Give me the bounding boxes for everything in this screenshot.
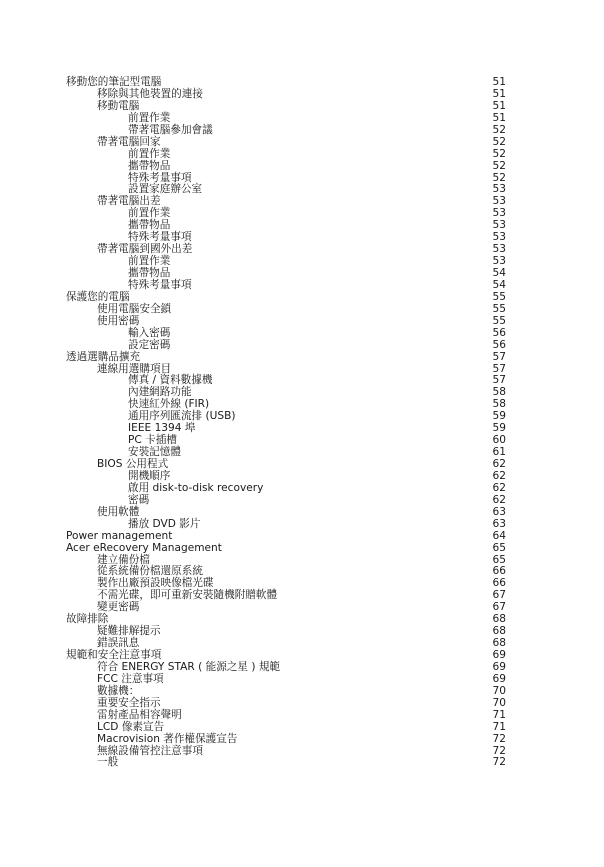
toc-page-number: 54 xyxy=(492,267,506,279)
toc-entry[interactable] xyxy=(66,710,506,722)
toc-entry-title: 疑難排解提示 xyxy=(97,625,161,638)
toc-page-number: 68 xyxy=(492,625,506,638)
toc-entry-title: Power management xyxy=(66,529,173,542)
toc-entry-title: 符合 ENERGY STAR ( 能源之星 ) 規範 xyxy=(97,660,281,673)
toc-entry-title: 連線用選購項目 xyxy=(97,362,172,375)
toc-page-number: 68 xyxy=(492,613,506,626)
toc-entry[interactable] xyxy=(66,531,506,543)
toc-page-number: 65 xyxy=(492,541,506,554)
toc-entry[interactable] xyxy=(66,734,506,746)
toc-page-number: 57 xyxy=(492,374,506,387)
toc-entry[interactable] xyxy=(66,746,506,758)
toc-entry[interactable] xyxy=(66,137,506,149)
toc-entry-title: 帶著電腦出差 xyxy=(97,195,161,208)
toc-entry[interactable] xyxy=(66,495,506,507)
toc-page-number: 51 xyxy=(492,99,506,112)
toc-entry-title: 密碼 xyxy=(128,493,150,506)
toc-entry-title: 從系統備份檔還原系統 xyxy=(97,565,203,578)
toc-page-number: 64 xyxy=(492,529,506,542)
toc-entry[interactable] xyxy=(66,686,506,698)
toc-page-number: 62 xyxy=(492,469,506,482)
toc-entry-title: Macrovision 著作權保護宣告 xyxy=(97,732,238,745)
toc-entry-title: 規範和安全注意事項 xyxy=(66,649,162,661)
toc-entry[interactable] xyxy=(66,161,506,173)
toc-page-number: 52 xyxy=(492,147,506,160)
toc-entry-title: 一般 xyxy=(97,756,119,769)
toc-page-number: 53 xyxy=(492,255,506,268)
toc-entry-title: 使用軟體 xyxy=(97,505,140,518)
toc-entry[interactable] xyxy=(66,507,506,519)
toc-entry-title: 攜帶物品 xyxy=(128,159,171,172)
toc-entry[interactable] xyxy=(66,543,506,555)
toc-entry-title: 無線設備管控注意事項 xyxy=(97,744,203,757)
toc-page-number: 68 xyxy=(492,637,506,650)
toc-page-number: 71 xyxy=(492,720,506,733)
toc-entry[interactable] xyxy=(66,519,506,531)
toc-page-number: 53 xyxy=(492,195,506,208)
toc-entry-title: 數據機： xyxy=(97,684,140,697)
toc-page-number: 60 xyxy=(492,434,506,447)
toc-page-number: 59 xyxy=(492,422,506,435)
toc-page-number: 62 xyxy=(492,458,506,470)
toc-entry[interactable] xyxy=(66,722,506,734)
toc-entry[interactable] xyxy=(66,757,506,769)
toc-entry-title: 傳真 / 資料數據機 xyxy=(128,374,213,387)
toc-page-number: 61 xyxy=(492,446,506,459)
toc-page-number: 52 xyxy=(492,159,506,172)
toc-entry-title: 錯誤訊息 xyxy=(97,637,140,650)
toc-page-number: 70 xyxy=(492,684,506,697)
toc-page-number: 56 xyxy=(492,338,506,351)
toc-entry-title: 帶著電腦回家 xyxy=(97,135,161,148)
toc-page-number: 63 xyxy=(492,517,506,530)
toc-page-number: 72 xyxy=(492,744,506,757)
toc-page-number: 67 xyxy=(492,601,506,614)
toc-page-number: 59 xyxy=(492,410,506,423)
toc-entry-title: 啟用 disk-to-disk recovery xyxy=(128,481,264,494)
toc-page-number: 53 xyxy=(492,231,506,244)
toc-entry-title: 內建網路功能 xyxy=(128,386,192,399)
toc-page-number: 62 xyxy=(492,481,506,494)
toc-page-number: 55 xyxy=(492,290,506,303)
toc-entry[interactable] xyxy=(66,698,506,710)
toc-page-number: 67 xyxy=(492,589,506,602)
toc-page-number: 52 xyxy=(492,123,506,136)
toc-entry-title: 變更密碼 xyxy=(97,601,140,614)
toc-page-number: 65 xyxy=(492,553,506,566)
toc-entry-title: 帶著電腦到國外出差 xyxy=(97,243,193,256)
toc-entry-title: 特殊考量事項 xyxy=(128,171,192,184)
toc-entry-title: 設置家庭辦公室 xyxy=(128,183,203,196)
toc-entry-title: Acer eRecovery Management xyxy=(66,541,222,554)
toc-entry-title: 前置作業 xyxy=(128,147,171,160)
toc-page-number: 69 xyxy=(492,672,506,685)
toc-entry-title: 移除與其他裝置的連接 xyxy=(97,87,203,100)
toc-entry[interactable] xyxy=(66,280,506,292)
toc-entry-title: PC 卡插槽 xyxy=(128,434,177,447)
toc-entry-title: 保護您的電腦 xyxy=(66,290,130,303)
toc-entry-title: 通用序列匯流排 (USB) xyxy=(128,410,236,423)
toc-entry[interactable] xyxy=(66,352,506,364)
toc-entry[interactable] xyxy=(66,304,506,316)
toc-entry-title: FCC 注意事項 xyxy=(97,672,164,685)
toc-entry-title: 前置作業 xyxy=(128,207,171,220)
toc-entry-title: 安裝記憶體 xyxy=(128,446,181,459)
toc-page-number: 55 xyxy=(492,314,506,327)
toc-entry-title: 雷射產品相容聲明 xyxy=(97,708,182,721)
toc-entry-title: 建立備份檔 xyxy=(97,553,150,566)
toc-page-number: 54 xyxy=(492,278,506,291)
toc-page-number: 57 xyxy=(492,350,506,363)
toc-page-number: 71 xyxy=(492,708,506,721)
toc-entry-title: 輸入密碼 xyxy=(128,326,171,339)
toc-page-number: 63 xyxy=(492,505,506,518)
toc-entry[interactable] xyxy=(66,340,506,352)
toc-page-number: 51 xyxy=(492,76,506,88)
toc-entry-title: BIOS 公用程式 xyxy=(97,458,169,470)
toc-page-number: 66 xyxy=(492,565,506,578)
toc-page-number: 53 xyxy=(492,243,506,256)
toc-page-number: 52 xyxy=(492,171,506,184)
toc-page-number: 72 xyxy=(492,756,506,769)
toc-entry-title: 設定密碼 xyxy=(128,338,171,351)
toc-page-number: 53 xyxy=(492,219,506,232)
toc-page-number: 51 xyxy=(492,111,506,124)
toc-entry-title: 前置作業 xyxy=(128,111,171,124)
toc-entry-title: 特殊考量事項 xyxy=(128,231,192,244)
toc-page-number: 58 xyxy=(492,386,506,399)
toc-entry-title: 攜帶物品 xyxy=(128,267,171,279)
toc-page-number: 72 xyxy=(492,732,506,745)
toc-entry-title: 開機順序 xyxy=(128,469,171,482)
toc-entry[interactable] xyxy=(66,602,506,614)
toc-entry-title: 製作出廠預設映像檔光碟 xyxy=(97,577,214,590)
toc-page-number: 69 xyxy=(492,649,506,661)
toc-entry[interactable] xyxy=(66,149,506,161)
toc-page-number: 53 xyxy=(492,207,506,220)
toc-entry-title: 帶著電腦參加會議 xyxy=(128,123,213,136)
toc-entry-title: 特殊考量事項 xyxy=(128,278,192,291)
toc-entry-title: IEEE 1394 埠 xyxy=(128,422,196,435)
toc-entry[interactable] xyxy=(66,316,506,328)
toc-entry[interactable] xyxy=(66,328,506,340)
toc-entry-title: 攜帶物品 xyxy=(128,219,171,232)
toc-entry-title: 移動電腦 xyxy=(97,99,140,112)
toc-page-number: 53 xyxy=(492,183,506,196)
toc-page-number: 51 xyxy=(492,87,506,100)
toc-page-number: 66 xyxy=(492,577,506,590)
toc-entry-title: LCD 像素宣告 xyxy=(97,720,165,733)
toc-entry-title: 透過選購品擴充 xyxy=(66,350,141,363)
toc-page-number: 58 xyxy=(492,398,506,411)
toc-entry-title: 前置作業 xyxy=(128,255,171,268)
toc-entry-title: 移動您的筆記型電腦 xyxy=(66,76,162,88)
toc-entry-title: 使用密碼 xyxy=(97,314,140,327)
toc-entry[interactable] xyxy=(66,113,506,125)
toc-entry[interactable] xyxy=(66,125,506,137)
toc-entry-title: 快速紅外線 (FIR) xyxy=(128,398,210,411)
toc-entry-title: 故障排除 xyxy=(66,613,109,626)
toc-page-number: 69 xyxy=(492,660,506,673)
toc-entry-title: 使用電腦安全鎖 xyxy=(97,302,172,315)
toc-entry-title: 播放 DVD 影片 xyxy=(128,517,201,530)
toc-page-number: 57 xyxy=(492,362,506,375)
toc-page-number: 56 xyxy=(492,326,506,339)
toc-page-number: 62 xyxy=(492,493,506,506)
toc-page-number: 70 xyxy=(492,696,506,709)
toc-page-number: 52 xyxy=(492,135,506,148)
toc-entry-title: 重要安全指示 xyxy=(97,696,161,709)
table-of-contents xyxy=(66,77,506,769)
toc-page-number: 55 xyxy=(492,302,506,315)
toc-entry-title: 不需光碟，即可重新安裝隨機附贈軟體 xyxy=(97,589,278,602)
